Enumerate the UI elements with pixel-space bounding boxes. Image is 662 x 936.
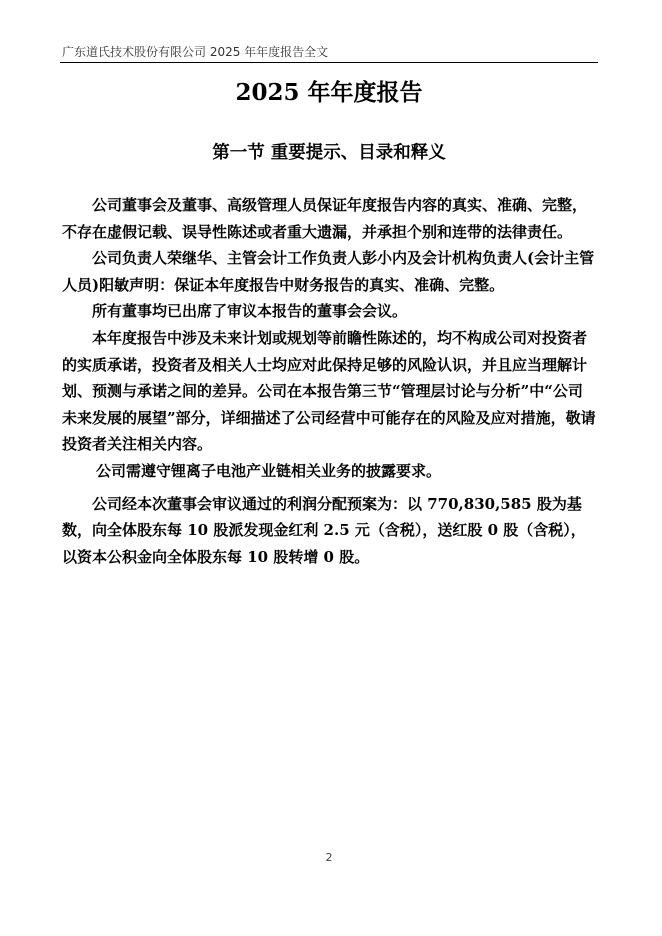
- paragraph-board-attendance: 所有董事均已出席了审议本报告的董事会会议。: [92, 302, 408, 321]
- report-title: 2025 年年度报告: [235, 79, 423, 106]
- running-header: 广东道氏技术股份有限公司 2025 年年度报告全文: [62, 45, 329, 59]
- paragraph-responsible-persons: 公司负责人荣继华、主管会计工作负责人彭小内及会计机构负责人(会计主管人员)阳敏声明：保证本年度报告中财务报告的真实、准确、完整。: [62, 249, 595, 294]
- paragraph-board-guarantee: 公司董事会及董事、高级管理人员保证年度报告内容的真实、准确、完整，不存在虚假记载、误导性陈述或者重大遗漏，并承担个别和连带的法律责任。: [62, 196, 588, 241]
- paragraph-forward-looking: 本年度报告中涉及未来计划或规划等前瞻性陈述的，均不构成公司对投资者的实质承诺，投资者及相关人士均应对此保持足够的风险认识，并且应当理解计划、预测与承诺之间的差异。公司在本报告第三节“管理层讨论与分析”中“公司未来发展的展望”部分，详细描述了公司经营中可能存在的风险及应对措施，敬请投资者关注相关内容。: [62, 328, 596, 454]
- header-divider: [60, 62, 598, 63]
- notice-body: [62, 192, 596, 570]
- section-title: 第一节 重要提示、目录和释义: [212, 143, 446, 163]
- page-number: 2: [325, 851, 333, 864]
- paragraph-profit-distribution: 公司经本次董事会审议通过的利润分配预案为：以 770,830,585 股为基数，向全体股东每 10 股派发现金红利 2.5 元（含税），送红股 0 股（含税），以资本公积金向全体股东每 10 股转增 0 股。: [62, 494, 586, 566]
- paragraph-disclosure-requirement: 公司需遵守锂离子电池产业链相关业务的披露要求。: [96, 461, 442, 480]
